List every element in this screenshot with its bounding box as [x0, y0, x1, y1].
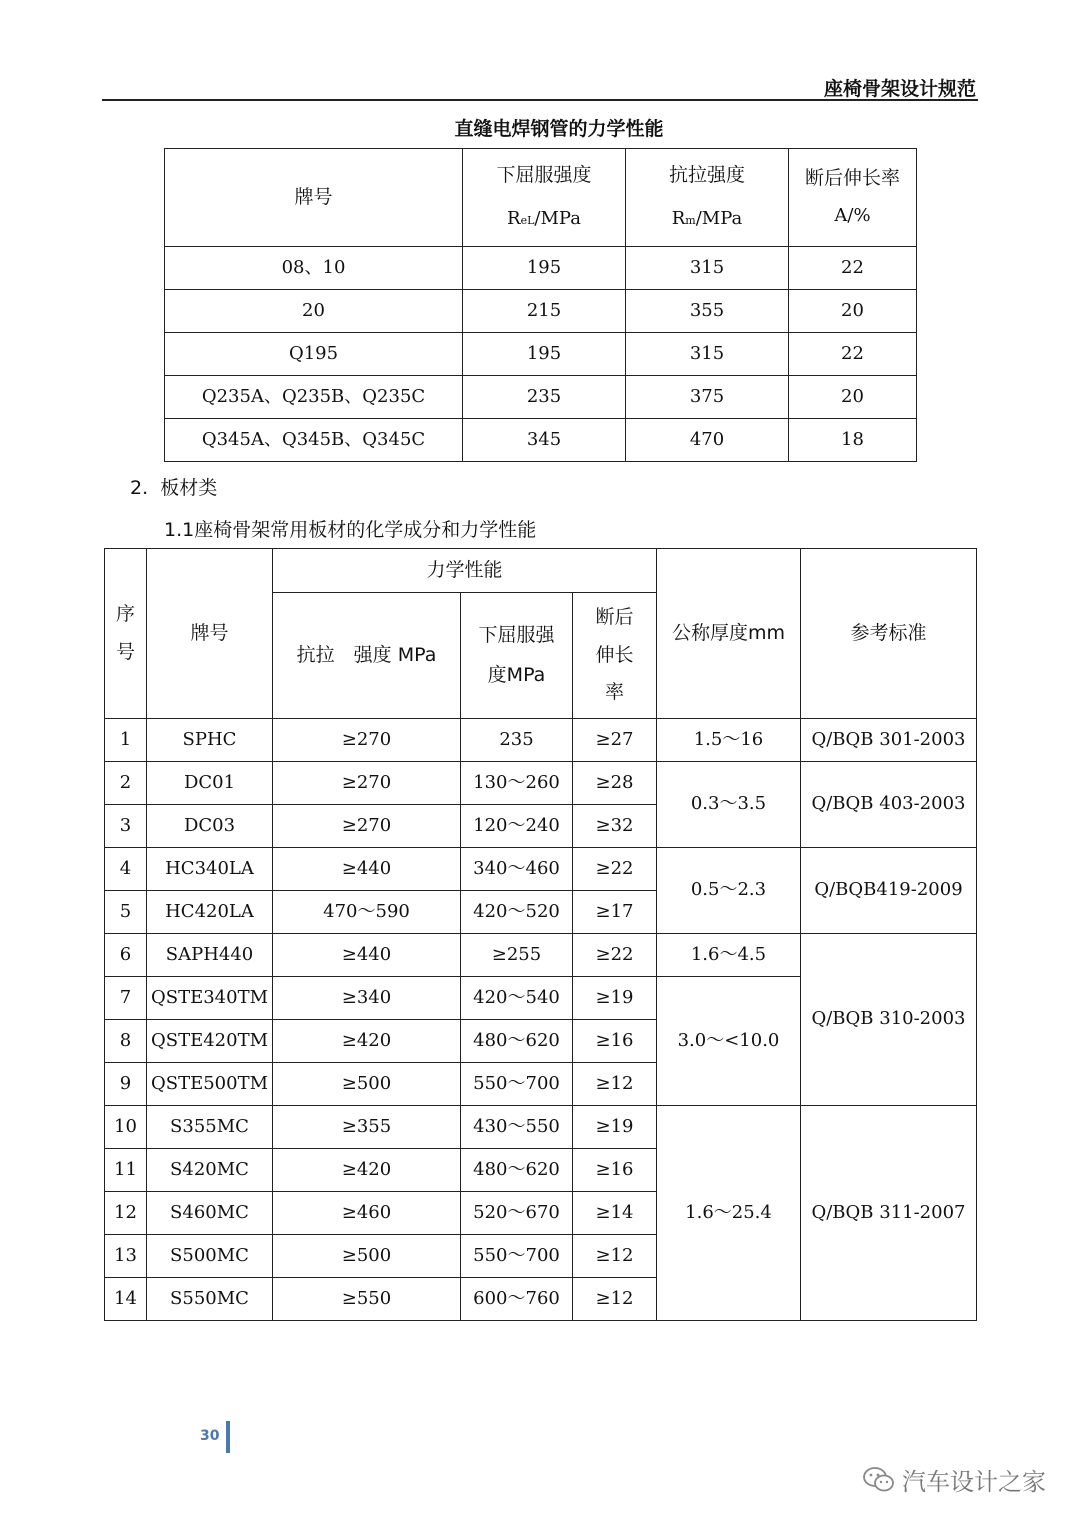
cell-elong: ≥12	[573, 1063, 657, 1106]
tensile-unit-tail: /MPa	[695, 208, 743, 230]
table1-header-elong	[789, 149, 917, 247]
cell-elong: ≥16	[573, 1020, 657, 1063]
cell-elong: 22	[789, 247, 917, 290]
table1-header-tensile	[626, 149, 789, 247]
cell-standard: Q/BQB 310-2003	[801, 934, 977, 1106]
table-row	[165, 376, 917, 419]
cell-grade: HC340LA	[147, 848, 273, 891]
cell-thickness: 1.5～16	[657, 719, 801, 762]
table1-header-grade: 牌号	[165, 149, 463, 247]
cell-tensile: ≥420	[273, 1020, 461, 1063]
elong-line-1: 断后	[595, 605, 634, 628]
cell-thickness: 0.3～3.5	[657, 762, 801, 848]
watermark	[862, 1462, 1046, 1497]
cell-tensile: ≥440	[273, 848, 461, 891]
section-2-title: 板材类	[160, 477, 218, 499]
watermark-text: 汽车设计之家	[902, 1468, 1046, 1496]
cell-seq: 7	[105, 977, 147, 1020]
cell-thickness: 3.0～<10.0	[657, 977, 801, 1106]
cell-thickness: 1.6～4.5	[657, 934, 801, 977]
cell-seq: 11	[105, 1149, 147, 1192]
cell-grade: HC420LA	[147, 891, 273, 934]
tensile-unit-main: R	[671, 208, 686, 230]
cell-yield: 130～260	[461, 762, 573, 805]
cell-seq: 12	[105, 1192, 147, 1235]
cell-grade: S550MC	[147, 1278, 273, 1321]
table2-header-standard: 参考标准	[801, 549, 977, 719]
cell-tensile: ≥500	[273, 1235, 461, 1278]
cell-elong: ≥27	[573, 719, 657, 762]
cell-elong: 18	[789, 419, 917, 462]
cell-seq: 13	[105, 1235, 147, 1278]
cell-yield: 520～670	[461, 1192, 573, 1235]
cell-elong: ≥22	[573, 848, 657, 891]
cell-standard: Q/BQB 403-2003	[801, 762, 977, 848]
table2-header-thickness: 公称厚度mm	[657, 549, 801, 719]
cell-yield: 340～460	[461, 848, 573, 891]
cell-elong: ≥32	[573, 805, 657, 848]
table2-header-seq	[105, 549, 147, 719]
cell-tensile: ≥420	[273, 1149, 461, 1192]
cell-elong: 20	[789, 376, 917, 419]
cell-yield: ≥255	[461, 934, 573, 977]
cell-yield: 345	[463, 419, 626, 462]
table2-header-mech: 力学性能	[273, 549, 657, 593]
cell-grade: QSTE340TM	[147, 977, 273, 1020]
cell-yield: 195	[463, 247, 626, 290]
cell-seq: 8	[105, 1020, 147, 1063]
cell-elong: ≥22	[573, 934, 657, 977]
cell-tensile: ≥270	[273, 762, 461, 805]
cell-elong: 20	[789, 290, 917, 333]
cell-thickness: 1.6～25.4	[657, 1106, 801, 1321]
table1-header-row	[165, 149, 917, 247]
cell-grade: Q235A、Q235B、Q235C	[165, 376, 463, 419]
document-title: 座椅骨架设计规范	[823, 78, 976, 100]
cell-tensile: ≥355	[273, 1106, 461, 1149]
cell-grade: S355MC	[147, 1106, 273, 1149]
cell-grade: S420MC	[147, 1149, 273, 1192]
cell-seq: 9	[105, 1063, 147, 1106]
cell-yield: 235	[463, 376, 626, 419]
table2-header-grade: 牌号	[147, 549, 273, 719]
cell-elong: ≥16	[573, 1149, 657, 1192]
cell-grade: 08、10	[165, 247, 463, 290]
cell-standard: Q/BQB419-2009	[801, 848, 977, 934]
cell-elong: ≥28	[573, 762, 657, 805]
table-row	[165, 419, 917, 462]
elong-label: 断后伸长率	[804, 167, 900, 190]
table-row	[105, 1106, 977, 1149]
seq-line-1: 序	[115, 602, 135, 625]
cell-yield: 480～620	[461, 1020, 573, 1063]
cell-grade: Q345A、Q345B、Q345C	[165, 419, 463, 462]
cell-thickness: 0.5～2.3	[657, 848, 801, 934]
section-2-number: 2.	[130, 477, 149, 499]
tensile-unit-sub: m	[685, 214, 696, 228]
cell-yield: 420～540	[461, 977, 573, 1020]
table2-header-yield	[461, 593, 573, 719]
cell-grade: S460MC	[147, 1192, 273, 1235]
cell-seq: 3	[105, 805, 147, 848]
tensile-unit	[626, 208, 788, 231]
sheet-material-table	[104, 548, 977, 1321]
yield-unit	[463, 208, 625, 231]
yield-unit-main: R	[507, 208, 521, 230]
cell-tensile: ≥550	[273, 1278, 461, 1321]
yield-unit-tail: /MPa	[534, 208, 581, 230]
cell-seq: 4	[105, 848, 147, 891]
table2-header-row-1	[105, 549, 977, 593]
yield-line-1: 下屈服强	[478, 623, 555, 646]
section-1-1-heading: 1.1座椅骨架常用板材的化学成分和力学性能	[164, 519, 537, 541]
table1-caption: 直缝电焊钢管的力学性能	[454, 118, 664, 140]
cell-yield: 550～700	[461, 1063, 573, 1106]
cell-elong: 22	[789, 333, 917, 376]
cell-seq: 2	[105, 762, 147, 805]
cell-elong: ≥14	[573, 1192, 657, 1235]
cell-tensile: ≥270	[273, 805, 461, 848]
cell-yield: 195	[463, 333, 626, 376]
cell-tensile: ≥460	[273, 1192, 461, 1235]
cell-standard: Q/BQB 311-2007	[801, 1106, 977, 1321]
cell-tensile: 470～590	[273, 891, 461, 934]
cell-yield: 550～700	[461, 1235, 573, 1278]
table2-header-tensile: 抗拉 强度 MPa	[273, 593, 461, 719]
elong-unit: A/%	[834, 205, 871, 227]
table-row	[105, 848, 977, 891]
cell-grade: DC01	[147, 762, 273, 805]
cell-grade: SPHC	[147, 719, 273, 762]
cell-yield: 480～620	[461, 1149, 573, 1192]
wechat-icon	[862, 1466, 896, 1494]
cell-tensile: 355	[626, 290, 789, 333]
cell-seq: 1	[105, 719, 147, 762]
cell-tensile: ≥340	[273, 977, 461, 1020]
yield-label: 下屈服强度	[496, 164, 592, 187]
table-row	[105, 934, 977, 977]
cell-yield: 600～760	[461, 1278, 573, 1321]
section-2-heading	[130, 473, 217, 500]
seq-line-2: 号	[115, 640, 135, 663]
cell-seq: 6	[105, 934, 147, 977]
cell-tensile: ≥500	[273, 1063, 461, 1106]
elong-line-2: 伸长	[595, 643, 634, 666]
cell-grade: Q195	[165, 333, 463, 376]
cell-seq: 10	[105, 1106, 147, 1149]
cell-yield: 235	[461, 719, 573, 762]
table-row	[105, 719, 977, 762]
cell-standard: Q/BQB 301-2003	[801, 719, 977, 762]
cell-elong: ≥17	[573, 891, 657, 934]
header-rule	[102, 99, 978, 101]
cell-tensile: 470	[626, 419, 789, 462]
yield-unit-sub: eL	[520, 214, 535, 228]
cell-yield: 215	[463, 290, 626, 333]
page-number: 30	[200, 1428, 220, 1444]
cell-seq: 5	[105, 891, 147, 934]
cell-tensile: 375	[626, 376, 789, 419]
table-row	[165, 333, 917, 376]
cell-grade: 20	[165, 290, 463, 333]
cell-elong: ≥19	[573, 977, 657, 1020]
welded-pipe-mechanical-table	[164, 148, 917, 462]
table2-header-elong	[573, 593, 657, 719]
page-number-bar	[226, 1421, 230, 1453]
cell-tensile: 315	[626, 333, 789, 376]
table-row	[105, 762, 977, 805]
cell-elong: ≥19	[573, 1106, 657, 1149]
table1-header-yield	[463, 149, 626, 247]
cell-seq: 14	[105, 1278, 147, 1321]
cell-grade: DC03	[147, 805, 273, 848]
cell-tensile: ≥270	[273, 719, 461, 762]
cell-grade: QSTE500TM	[147, 1063, 273, 1106]
table-row	[165, 290, 917, 333]
cell-grade: SAPH440	[147, 934, 273, 977]
cell-grade: S500MC	[147, 1235, 273, 1278]
cell-tensile: 315	[626, 247, 789, 290]
cell-yield: 420～520	[461, 891, 573, 934]
elong-line-3: 率	[604, 681, 624, 704]
cell-elong: ≥12	[573, 1278, 657, 1321]
cell-grade: QSTE420TM	[147, 1020, 273, 1063]
cell-yield: 430～550	[461, 1106, 573, 1149]
cell-elong: ≥12	[573, 1235, 657, 1278]
table-row	[165, 247, 917, 290]
cell-tensile: ≥440	[273, 934, 461, 977]
tensile-label: 抗拉强度	[668, 164, 745, 187]
yield-line-2: 度MPa	[487, 663, 546, 686]
cell-yield: 120～240	[461, 805, 573, 848]
